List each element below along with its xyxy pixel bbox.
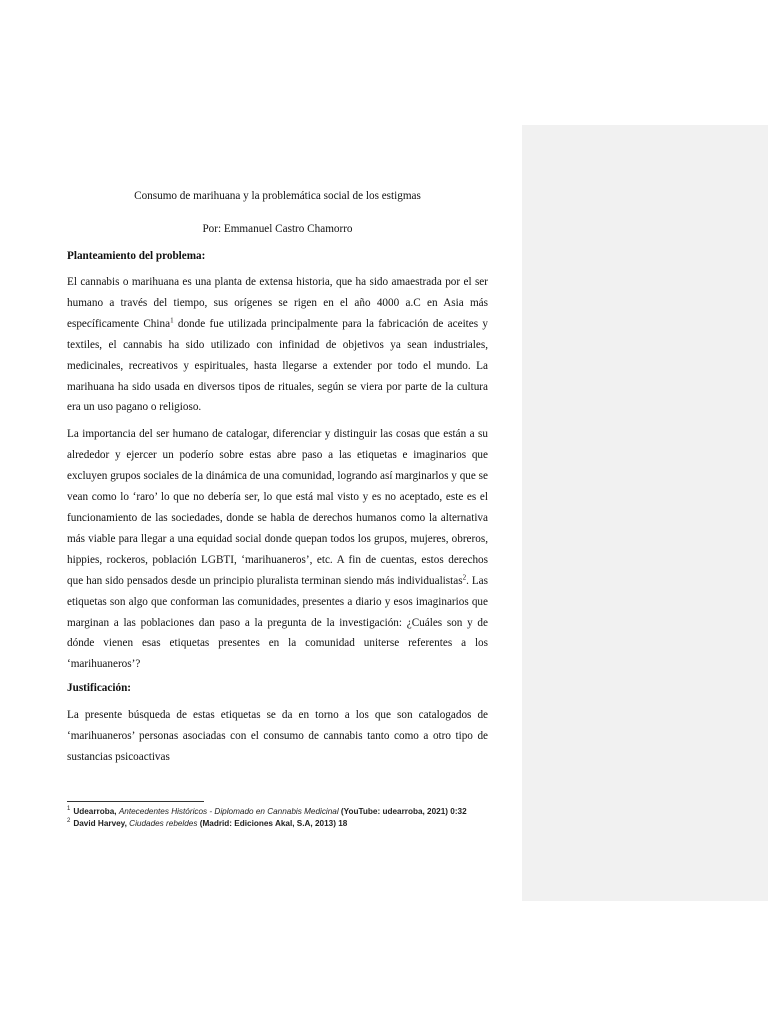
paragraph-1 [67, 272, 488, 418]
footnote-2-title: Ciudades rebeldes [129, 819, 198, 828]
footnote-2 [67, 818, 507, 830]
paragraph-2-text-a: La importancia del ser humano de catalogar, diferenciar y distinguir las cosas que están a su alrededor y ejercer un poderío sobre estas abre paso a las etiquetas e imaginarios que excluyen grupos sociales de la dinámica de una comunidad, logrando así marginarlos y que se vean como lo ‘raro’ lo que no debería ser, lo que está mal visto y es no aceptado, este es el funcionamiento de las sociedades, donde se habla de derechos humanos como la alternativa más viable para llegar a una equidad social donde quepan todos los grupos, mujeres, obreros, hippies, rockeros, población LGBTI, ‘marihuaneros’, etc. A fin de cuentas, estos derechos que han sido pensados desde un principio pluralista terminan siendo más individualistas [67, 428, 488, 587]
paragraph-2 [67, 424, 488, 675]
footnote-ref-2[interactable]: 2 [462, 572, 467, 581]
footnote-separator [67, 801, 204, 802]
section-heading-justification: Justificación: [67, 682, 132, 695]
footnote-2-author: David Harvey, [73, 819, 130, 828]
footnote-1-author: Udearroba, [73, 807, 119, 816]
footnote-2-source: (Madrid: Ediciones Akal, S.A, 2013) 18 [197, 819, 348, 828]
footnote-ref-1[interactable]: 1 [170, 316, 174, 325]
document-body [67, 188, 488, 768]
footnote-1 [67, 806, 507, 818]
paragraph-2-text-b: . Las etiquetas son algo que conforman las comunidades, presentes a diario y esos imaginarios que marginan a las poblaciones dan paso a la pregunta de la investigación: ¿Cuáles son y de dónde vienen esas etiquetas presentes en la comunidad uniterse referentes a los ‘marihuaneros’? [67, 574, 488, 671]
footnote-1-number: 1 [67, 806, 71, 813]
paragraph-1-text-a: El cannabis o marihuana es una planta de extensa historia, que ha sido amaestrada por el ser humano a través del tiempo, sus orígenes se rigen en el año 4000 a.C en Asia más específicamente China [67, 276, 488, 330]
document-title: Consumo de marihuana y la problemática social de los estigmas [134, 190, 421, 202]
paragraph-1-text-b: donde fue utilizada principalmente para la fabricación de aceites y textiles, el cannabis ha sido utilizado con infinidad de objetivos ya sean industriales, medicinales, recreativos y espirituales, hasta llegarse a extender por todo el mundo. La marihuana ha sido usada en diversos tipos de rituales, según se viera por parte de la cultura era un uso pagano o religioso. [67, 317, 488, 414]
section-heading-problem: Planteamiento del problema: [67, 250, 206, 262]
author-line: Por: Emmanuel Castro Chamorro [202, 223, 353, 235]
paragraph-3: La presente búsqueda de estas etiquetas se da en torno a los que son catalogados de ‘marihuaneros’ personas asociadas con el consumo de cannabis tanto como a otro tipo de sustancias psicoactivas [67, 709, 488, 764]
footnote-1-source: (YouTube: udearroba, 2021) 0:32 [338, 807, 467, 816]
footnotes [67, 806, 507, 830]
footnote-2-number: 2 [67, 818, 71, 825]
footnote-1-title: Antecedentes Históricos - Diplomado en Cannabis Medicinal [118, 807, 339, 816]
comment-pane[interactable] [522, 125, 768, 901]
